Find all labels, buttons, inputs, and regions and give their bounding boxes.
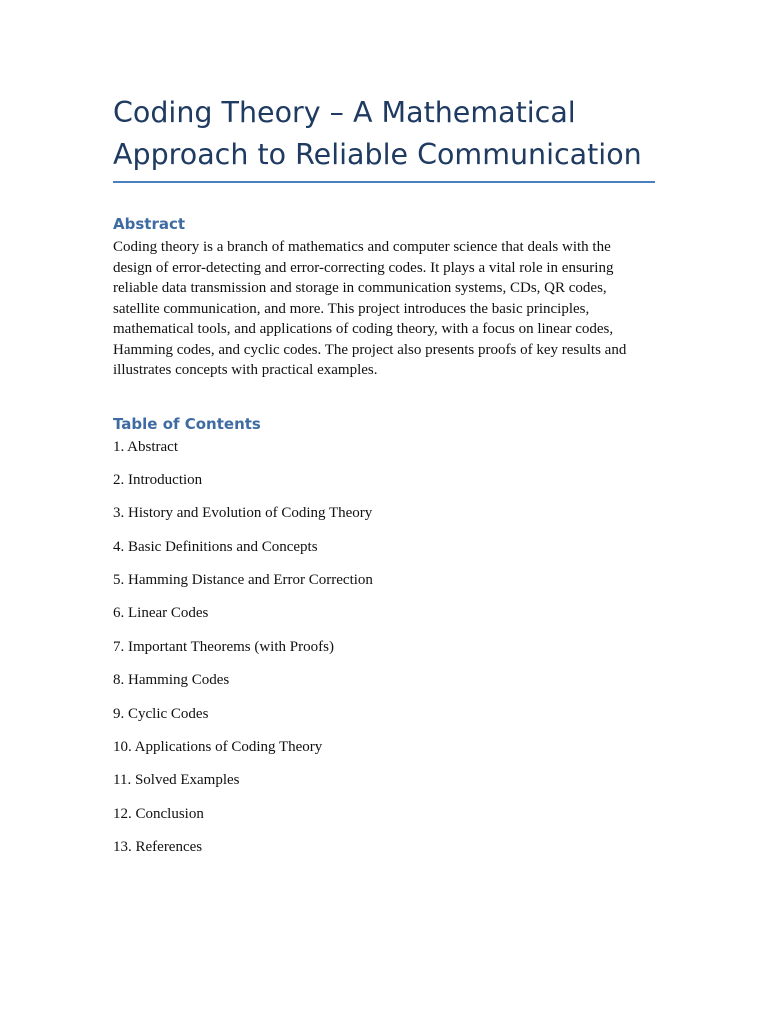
- toc-item-cyclic-codes: 9. Cyclic Codes: [113, 705, 209, 722]
- toc-heading: Table of Contents: [113, 414, 261, 433]
- toc-item-basic-definitions: 4. Basic Definitions and Concepts: [113, 538, 318, 555]
- abstract-heading: Abstract: [113, 215, 186, 233]
- toc-item-applications: 10. Applications of Coding Theory: [113, 739, 323, 756]
- toc-list: [113, 437, 655, 858]
- abstract-body: Coding theory is a branch of mathematics and computer science that deals with the design of error-detecting and error-correcting codes. It plays a vital role in ensuring reliable data transmission and storage in communication systems, CDs, QR codes, satellite communication, and more. This project introduces the basic principles, mathematical tools, and applications of coding theory, with a focus on linear codes, Hamming codes, and cyclic codes. The project also presents proofs of key results and illustrates concepts with practical examples.: [113, 239, 627, 378]
- toc-item-solved-examples: 11. Solved Examples: [113, 772, 240, 789]
- toc-item-linear-codes: 6. Linear Codes: [113, 605, 209, 622]
- toc-item-abstract: 1. Abstract: [113, 438, 178, 455]
- toc-item-history: 3. History and Evolution of Coding Theory: [113, 505, 373, 522]
- toc-item-conclusion: 12. Conclusion: [113, 805, 204, 822]
- toc-item-hamming-distance: 5. Hamming Distance and Error Correction: [113, 572, 373, 589]
- document-page: [113, 92, 655, 871]
- toc-item-references: 13. References: [113, 839, 203, 856]
- toc-item-theorems: 7. Important Theorems (with Proofs): [113, 638, 334, 655]
- toc-item-introduction: 2. Introduction: [113, 471, 203, 488]
- toc-item-hamming-codes: 8. Hamming Codes: [113, 672, 230, 689]
- document-title: Coding Theory – A Mathematical Approach to Reliable Communication: [113, 92, 655, 183]
